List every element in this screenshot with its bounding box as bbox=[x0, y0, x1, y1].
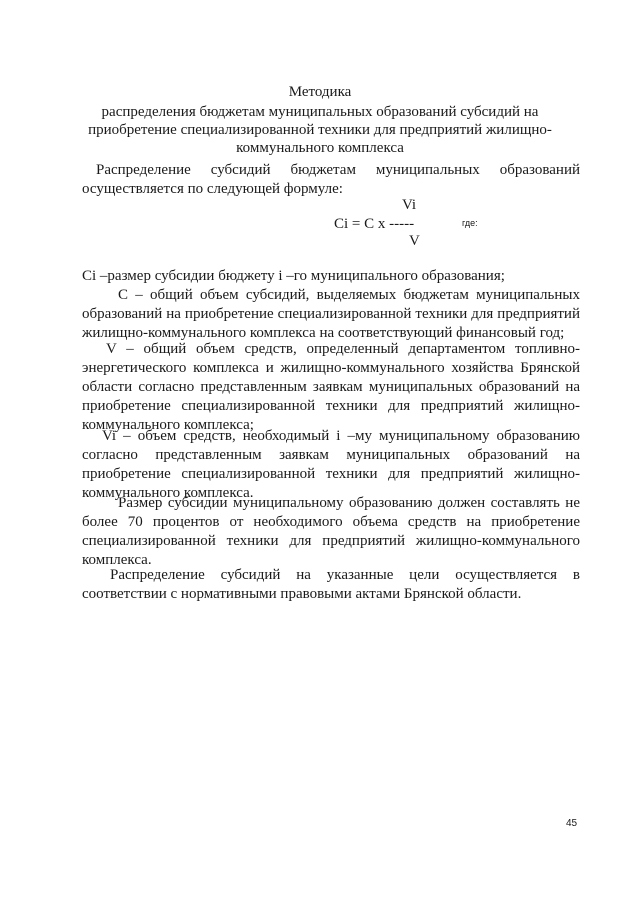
text-line: Распределение субсидий на указанные цели осуществляется в bbox=[110, 567, 580, 583]
text-line: Размер субсидии муниципальному образованию должен составлять не bbox=[118, 495, 580, 511]
text-line: соответствии с нормативными правовыми актами Брянской области. bbox=[82, 586, 522, 602]
text-line: согласно представленным заявкам муниципальных образований на bbox=[82, 447, 580, 463]
formula-expression: Ci = C x ----- bbox=[334, 216, 415, 232]
text-line: жилищно-коммунального комплекса на соответствующий финансовый год; bbox=[82, 325, 565, 341]
text-line: образований на приобретение специализированной техники для предприятий bbox=[82, 306, 580, 322]
text-line: коммунального комплекса; bbox=[82, 417, 254, 433]
text-line: приобретение специализированной техники для предприятий жилищно- bbox=[82, 398, 580, 414]
formula-denominator: V bbox=[409, 233, 420, 249]
text-line: области согласно представленным заявкам муниципальных образований на bbox=[82, 379, 580, 395]
definition-v bbox=[82, 340, 580, 435]
formula-where-label: где: bbox=[462, 218, 478, 228]
text-line: более 70 процентов от необходимого объема средств на приобретение bbox=[82, 514, 580, 530]
text-line: энергетического комплекса и жилищно-коммунального хозяйства Брянской bbox=[82, 360, 580, 376]
text-line: коммунального комплекса. bbox=[82, 485, 254, 501]
intro-paragraph bbox=[82, 161, 580, 199]
text-line: Распределение субсидий бюджетам муниципальных образований bbox=[96, 162, 580, 178]
text-line: специализированной техники для предприятий жилищно-коммунального bbox=[82, 533, 580, 549]
document-title: Методика bbox=[288, 84, 352, 100]
definition-c bbox=[82, 286, 580, 343]
subsidy-limit-paragraph bbox=[82, 494, 580, 570]
formula-numerator: Vi bbox=[402, 197, 417, 213]
text-line: комплекса. bbox=[82, 552, 152, 568]
page-number: 45 bbox=[566, 818, 578, 829]
text-line: Ci –размер субсидии бюджету i –го муниципального образования; bbox=[82, 268, 505, 284]
document-subtitle: распределения бюджетам муниципальных образований субсидий на приобретение специализированной техники для предприятий жилищно-коммунального комплекса bbox=[88, 104, 552, 156]
text-line: V – общий объем средств, определенный департаментом топливно- bbox=[106, 341, 580, 357]
text-line: осуществляется по следующей формуле: bbox=[82, 181, 343, 197]
text-line: С – общий объем субсидий, выделяемых бюджетам муниципальных bbox=[118, 287, 580, 303]
text-line: Vi – объем средств, необходимый i –му муниципальному образованию bbox=[102, 428, 580, 444]
definition-ci bbox=[82, 267, 580, 286]
text-line: приобретение специализированной техники для предприятий жилищно- bbox=[82, 466, 580, 482]
closing-paragraph bbox=[82, 566, 580, 604]
definition-vi bbox=[82, 427, 580, 503]
